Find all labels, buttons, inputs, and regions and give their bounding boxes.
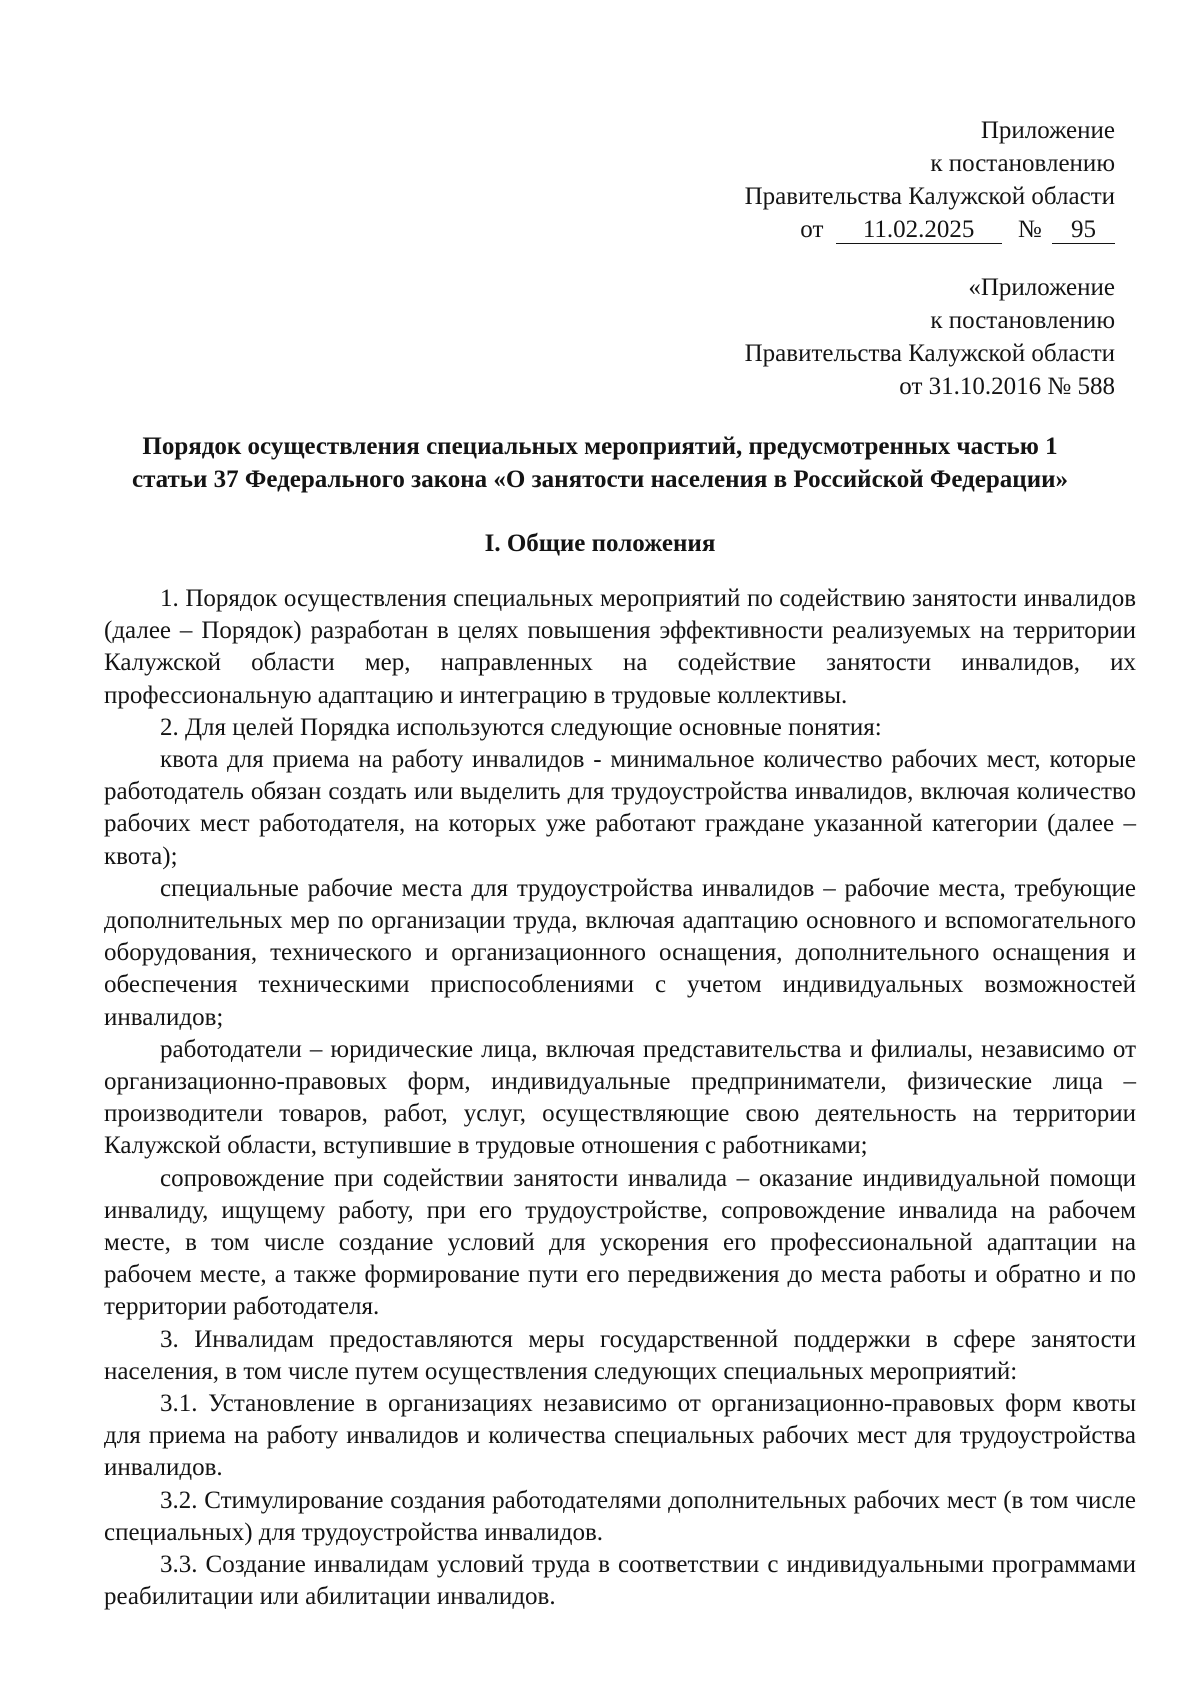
original-government: Правительства Калужской области <box>744 340 1115 367</box>
resolution-number: 95 <box>1052 217 1115 244</box>
date-prefix: от <box>800 216 824 243</box>
document-title-line-2: статьи 37 Федерального закона «О занятости населения в Российской Федерации» <box>131 466 1069 493</box>
original-date-number: от 31.10.2016 № 588 <box>899 373 1115 400</box>
paragraph: сопровождение при содействии занятости инвалида – оказание индивидуальной помощи инвалиду, ищущему работу, при его трудоустройстве, сопровождение инвалида на рабочем месте, в том числе создание условий для ускорения его профессиональной адаптации на рабочем месте, а также формирование пути его передвижения до места работы и обратно и по территории работодателя. <box>104 1164 1136 1321</box>
appendix-current-block <box>745 114 1115 246</box>
paragraph: 3. Инвалидам предоставляются меры государственной поддержки в сфере занятости населения, в том числе путем осуществления следующих специальных мероприятий: <box>104 1325 1136 1385</box>
paragraph: 2. Для целей Порядка используются следующие основные понятия: <box>160 713 882 741</box>
original-appendix-label: «Приложение <box>968 274 1115 301</box>
paragraph: 3.2. Стимулирование создания работодателями дополнительных рабочих мест (в том числе специальных) для трудоустройства инвалидов. <box>104 1486 1136 1546</box>
resolution-date: 11.02.2025 <box>836 217 1002 244</box>
document-title-line-1: Порядок осуществления специальных мероприятий, предусмотренных частью 1 <box>142 433 1058 460</box>
paragraph: работодатели – юридические лица, включая представительства и филиалы, независимо от организационно-правовых форм, индивидуальные предприниматели, физические лица – производители товаров, работ, услуг, осуществляющие свою деятельность на территории Калужской области, вступившие в трудовые отношения с работниками; <box>104 1035 1136 1160</box>
section-heading: I. Общие положения <box>484 530 716 557</box>
document-title <box>95 430 1105 496</box>
appendix-date-line <box>745 213 1115 246</box>
document-body <box>104 583 1136 1614</box>
paragraph: 1. Порядок осуществления специальных мероприятий по содействию занятости инвалидов (далее – Порядок) разработан в целях повышения эффективности реализуемых на территории Калужской области мер, направленных на содействие занятости инвалидов, их профессиональную адаптацию и интеграцию в трудовые коллективы. <box>104 585 1136 709</box>
paragraph: 3.3. Создание инвалидам условий труда в соответствии с индивидуальными программами реабилитации или абилитации инвалидов. <box>104 1551 1136 1611</box>
appendix-original-block <box>745 271 1115 403</box>
paragraph: специальные рабочие места для трудоустройства инвалидов – рабочие места, требующие дополнительных мер по организации труда, включая адаптацию основного и вспомогательного оборудования, технического и организационного оснащения, дополнительного оснащения и обеспечения техническими приспособлениями с учетом индивидуальных возможностей инвалидов; <box>104 874 1136 1031</box>
appendix-government: Правительства Калужской области <box>744 183 1115 210</box>
appendix-label: Приложение <box>980 117 1115 144</box>
original-to-resolution: к постановлению <box>930 307 1115 334</box>
appendix-to-resolution: к постановлению <box>930 150 1115 177</box>
paragraph: квота для приема на работу инвалидов - минимальное количество рабочих мест, которые работодатель обязан создать или выделить для трудоустройства инвалидов, включая количество рабочих мест работодателя, на которых уже работают граждане указанной категории (далее – квота); <box>104 746 1136 870</box>
paragraph: 3.1. Установление в организациях независимо от организационно-правовых форм квоты для приема на работу инвалидов и количества специальных рабочих мест для трудоустройства инвалидов. <box>104 1390 1136 1482</box>
number-sign: № <box>1017 216 1042 243</box>
